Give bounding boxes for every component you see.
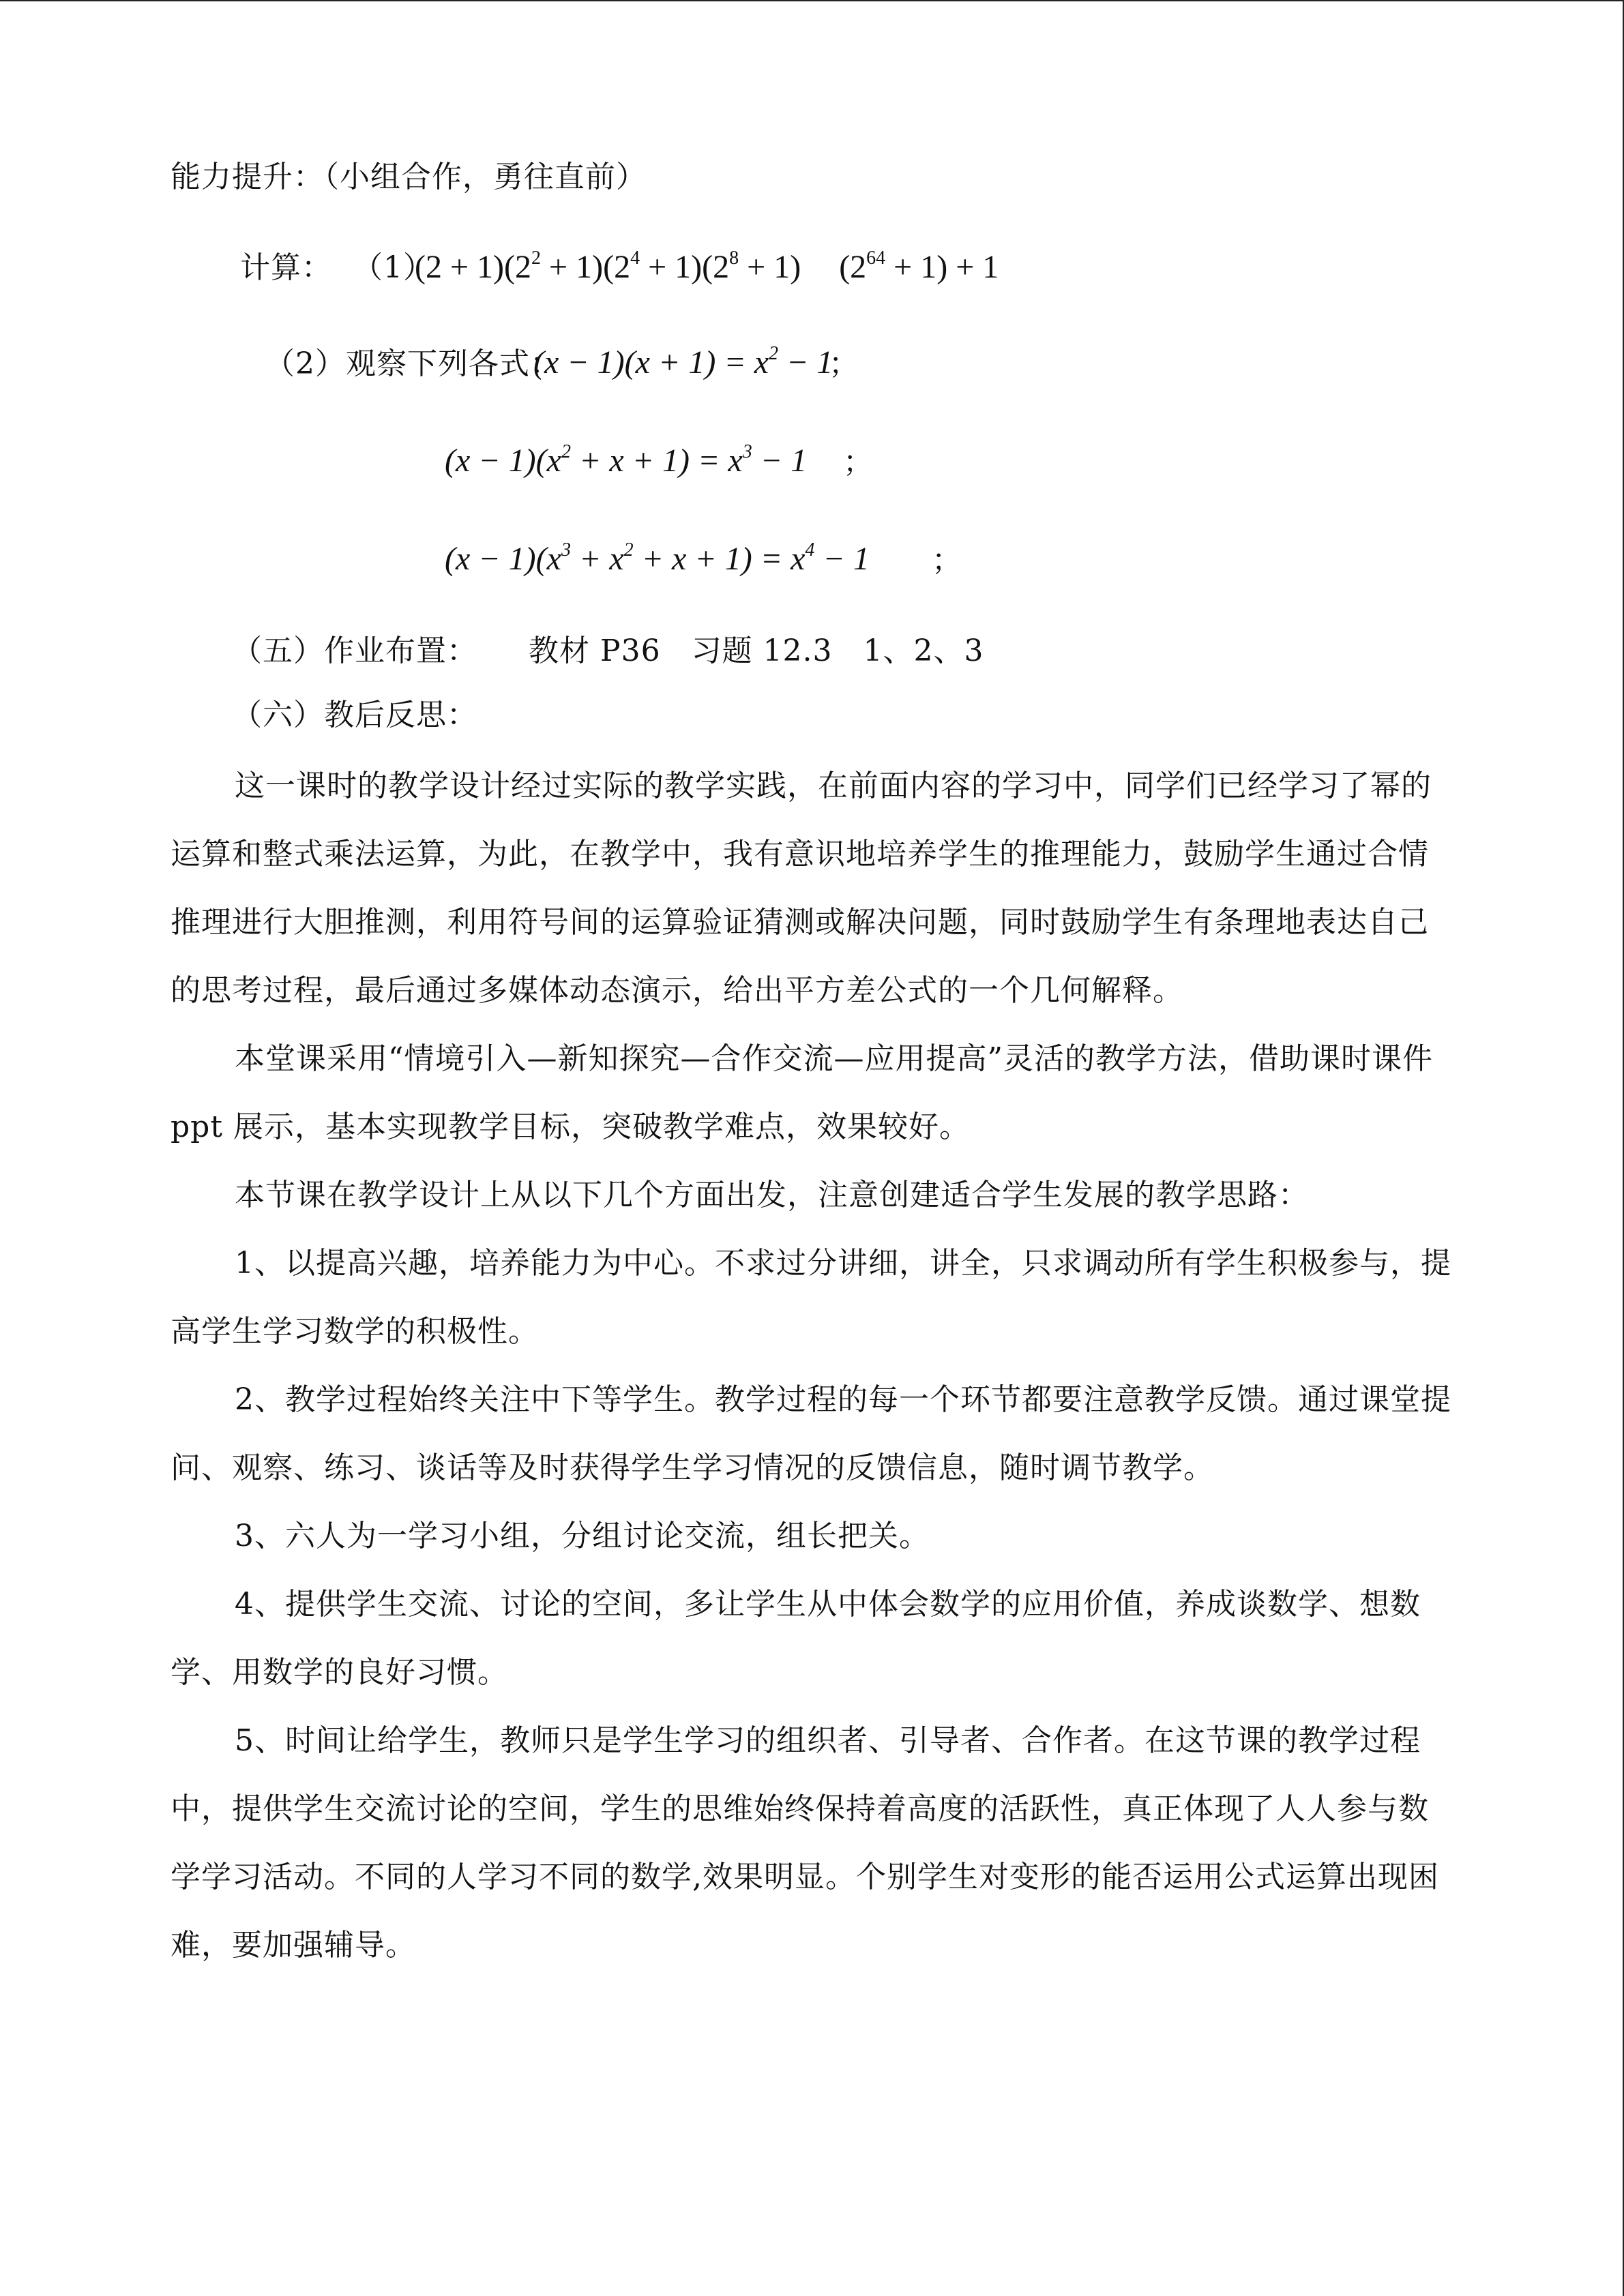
list-item: 1、以提高兴趣，培养能力为中心。不求过分讲细，讲全，只求调动所有学生积极参与，提高学生学习数学的积极性。 — [171, 1246, 1451, 1349]
homework-content: 教材 P36 习题 12.3 1、2、3 — [529, 633, 984, 668]
equation-3: $(x - 1)(x^3 + x^2 + x + 1) = x^4 - 1$ — [445, 539, 870, 577]
equation-1: $(x - 1)(x + 1) = x^2 - 1$ — [533, 343, 833, 381]
section-heading: 能力提升：（小组合作，勇往直前） — [171, 160, 647, 194]
calc-label: 计算： — [240, 250, 332, 285]
list-item: 3、六人为一学习小组，分组讨论交流，组长把关。 — [235, 1519, 930, 1553]
design-intro-paragraph: 本节课在教学设计上从以下几个方面出发，注意创建适合学生发展的教学思路： — [235, 1178, 1309, 1212]
equation-1-separator: ； — [829, 346, 859, 381]
reflection-title: （六）教后反思： — [232, 698, 477, 732]
list-item: 5、时间让给学生，教师只是学生学习的组织者、引导者、合作者。在这节课的教学过程中，提供学生交流讨论的空间，学生的思维始终保持着高度的活跃性，真正体现了人人参与数学学习活动。不同的人学习不同的数学,效果明显。个别学生对变形的能否运用公式运算出现困难，要加强辅导。 — [171, 1723, 1439, 1963]
method-paragraph: 本堂课采用“情境引入—新知探究—合作交流—应用提高”灵活的教学方法，借助课时课件 ppt 展示，基本实现教学目标，突破教学难点，效果较好。 — [171, 1041, 1433, 1144]
equation-2: $(x - 1)(x^2 + x + 1) = x^3 - 1$ — [445, 441, 808, 479]
observe-label: （2）观察下列各式： — [265, 346, 561, 381]
equation-3-separator: ； — [932, 543, 962, 578]
reflection-paragraph: 这一课时的教学设计经过实际的教学实践，在前面内容的学习中，同学们已经学习了幂的运算和整式乘法运算，为此，在教学中，我有意识地培养学生的推理能力，鼓励学生通过合情推理进行大胆推测，利用符号间的运算验证猜测或解决问题，同时鼓励学生有条理地表达自己的思考过程，最后通过多媒体动态演示，给出平方差公式的一个几何解释。 — [171, 769, 1432, 1008]
list-item: 2、教学过程始终关注中下等学生。教学过程的每一个环节都要注意教学反馈。通过课堂提问、观察、练习、谈话等及时获得学生学习情况的反馈信息，随时调节教学。 — [171, 1382, 1451, 1485]
calc-expression: $(2 + 1)(2^2 + 1)(2^4 + 1)(2^8 + 1)$ $(2^{64} + 1) + 1$ — [415, 248, 999, 285]
equation-2-separator: ； — [843, 445, 874, 479]
list-item: 4、提供学生交流、讨论的空间，多让学生从中体会数学的应用价值，养成谈数学、想数学、用数学的良好习惯。 — [171, 1587, 1421, 1690]
calc-number: （1） — [353, 250, 434, 285]
homework-title: （五）作业布置： — [232, 633, 477, 668]
